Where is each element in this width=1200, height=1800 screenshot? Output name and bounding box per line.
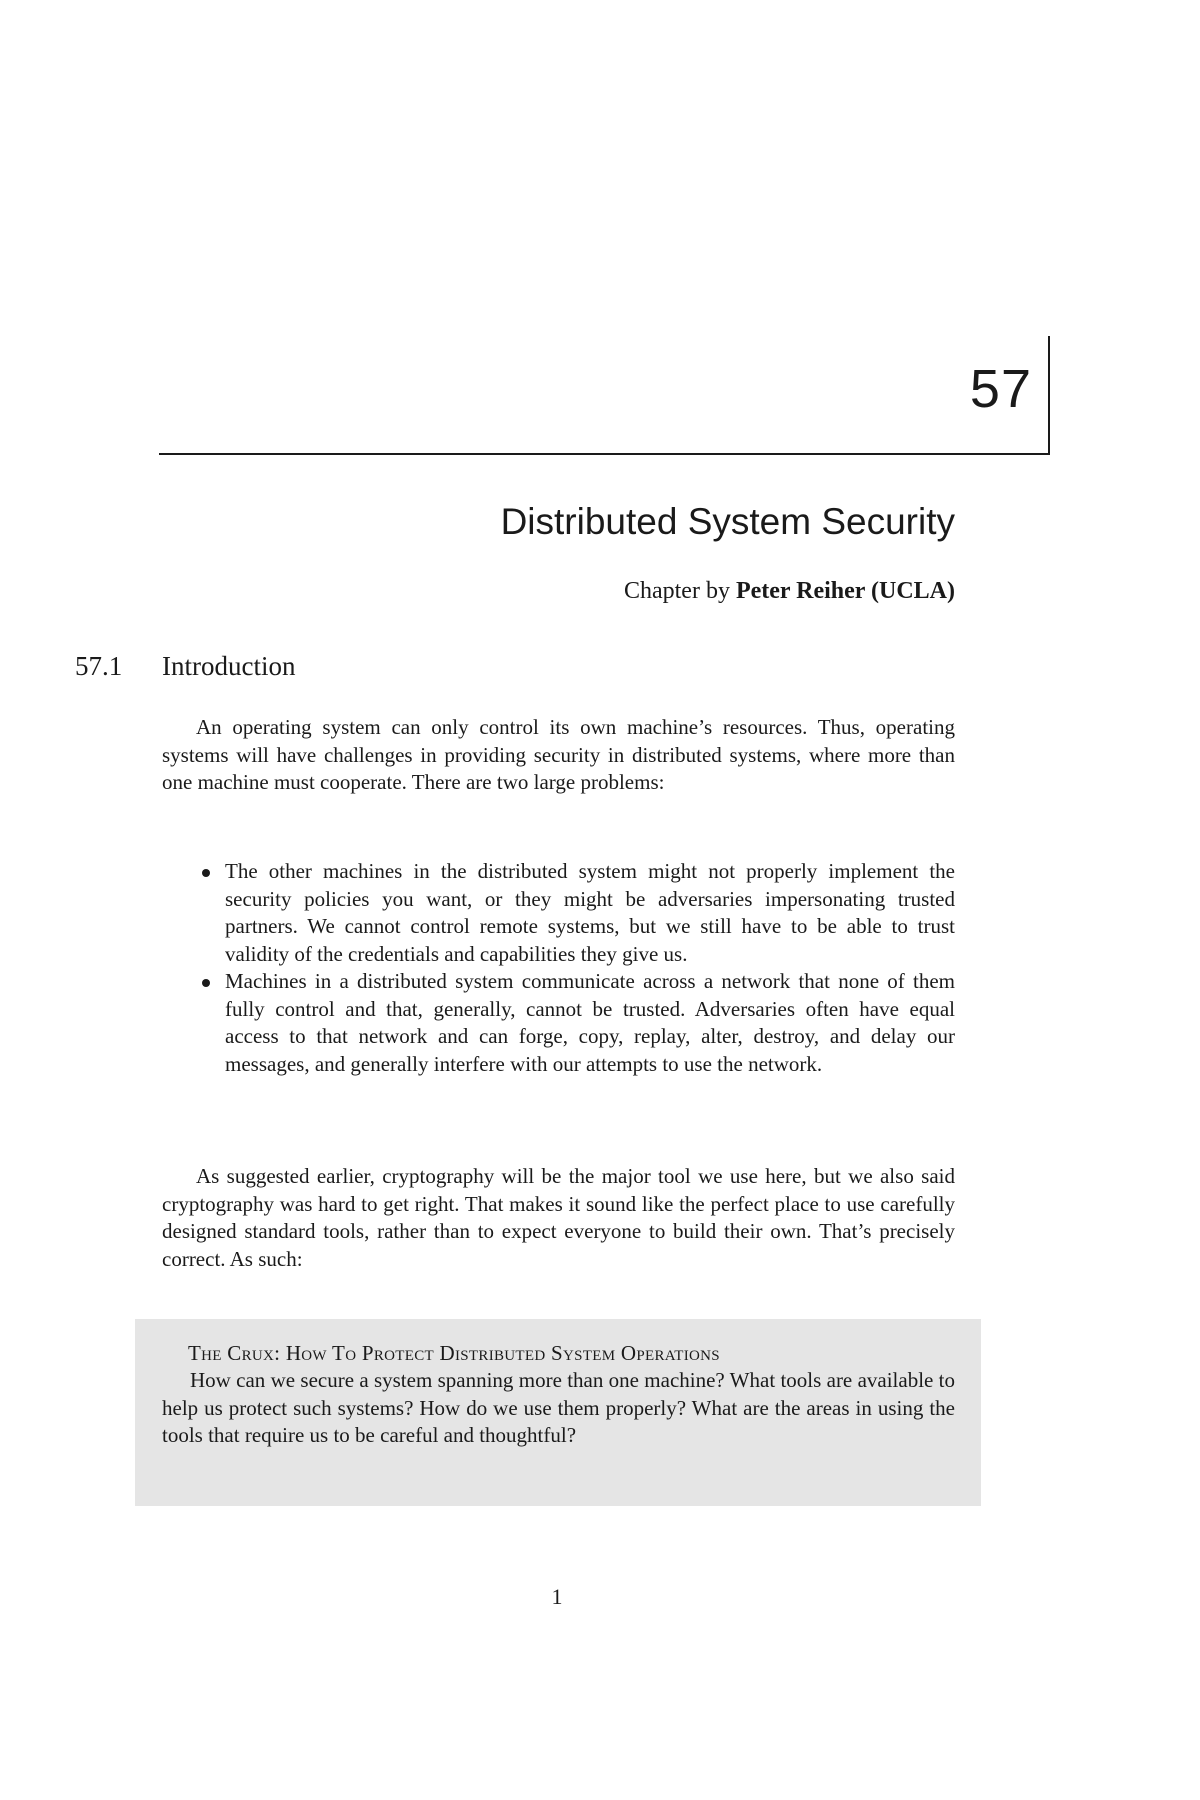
bullet-icon — [202, 869, 210, 877]
problem-list — [198, 858, 955, 1078]
list-item — [198, 858, 955, 968]
chapter-title: Distributed System Security — [500, 501, 955, 542]
section-title: Introduction — [162, 651, 296, 681]
chapter-byline — [624, 578, 955, 605]
crux-box — [135, 1319, 981, 1506]
chapter-rule-vertical — [1048, 336, 1050, 455]
page-number: 1 — [551, 1584, 563, 1609]
list-item-text: Machines in a distributed system communicate across a network that none of them fully control and that, generally, cannot be trusted. Adversaries often have equal access to that network and can forge, copy, replay, alter, destroy, and delay our messages, and generally interfere with our attempts to use the network. — [225, 969, 955, 1076]
crux-text: How can we secure a system spanning more than one machine? What tools are available to help us protect such systems? How do we use them properly? What are the areas in using the tools that require us to be careful and thoughtful? — [162, 1368, 955, 1447]
intro-paragraph: An operating system can only control its own machine’s resources. Thus, operating systems will have challenges in providing security in distributed systems, where more than one machine must cooperate. There are two large problems: — [162, 715, 955, 794]
chapter-rule-horizontal — [159, 453, 1050, 455]
section-heading — [75, 651, 295, 682]
cryptography-paragraph: As suggested earlier, cryptography will be the major tool we use here, but we also said cryptography was hard to get right. That makes it sound like the perfect place to use carefully designed standard tools, rather than to expect everyone to build their own. That’s precisely correct. As such: — [162, 1164, 955, 1271]
list-item-text: The other machines in the distributed system might not properly implement the security policies you want, or they might be adversaries impersonating trusted partners. We cannot control remote systems, but we still have to be able to trust validity of the credentials and capabilities they give us. — [225, 859, 955, 966]
byline-author: Peter Reiher (UCLA) — [735, 578, 955, 604]
bullet-icon — [202, 979, 210, 987]
chapter-number: 57 — [969, 359, 1032, 419]
section-number: 57.1 — [75, 651, 123, 681]
byline-prefix: Chapter by — [623, 578, 736, 604]
list-item — [198, 968, 955, 1078]
crux-title: The Crux: How To Protect Distributed System Operations — [188, 1341, 720, 1365]
